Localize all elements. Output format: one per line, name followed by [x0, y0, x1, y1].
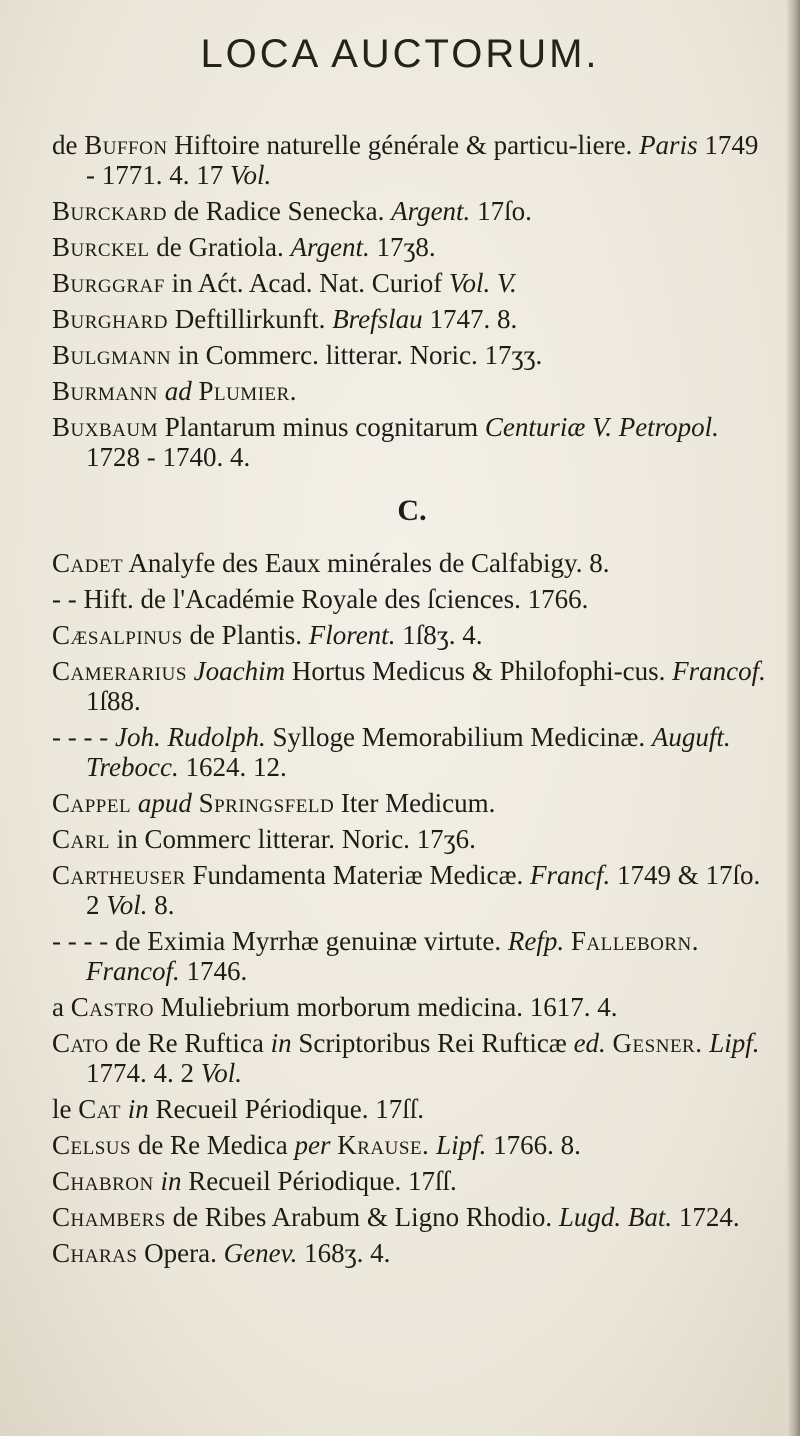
index-entry: [52, 412, 772, 472]
index-entry: [52, 656, 772, 716]
index-entry: [52, 1238, 772, 1268]
italic-text: Lipf.: [436, 1130, 487, 1160]
entry-text: 1749 - 1771. 4. 17: [86, 130, 759, 190]
page-edge-shadow: [786, 0, 800, 1436]
entry-text: 1749 & 17ſo. 2: [86, 860, 761, 920]
author-name: Cappel: [52, 788, 132, 818]
entry-text: [154, 1166, 161, 1196]
author-name: Castro: [70, 992, 155, 1022]
author-name: Falleborn.: [570, 926, 699, 956]
author-name: Celsus: [52, 1130, 132, 1160]
entry-text: - - - -: [52, 722, 115, 752]
entry-text: de: [52, 130, 85, 160]
running-head: LOCA AUCTORUM.: [200, 32, 600, 76]
entry-text: 17ʒ8.: [369, 232, 436, 262]
entry-text: Fundamenta Materiæ Medicæ.: [185, 860, 530, 890]
index-entry: [52, 860, 772, 920]
author-name: Bulgmann: [52, 340, 172, 370]
author-name: Burckel: [52, 232, 150, 262]
italic-text: Joh. Rudolph.: [114, 722, 266, 752]
entry-text: 1724.: [672, 1202, 740, 1232]
author-name: Krause.: [337, 1130, 430, 1160]
author-name: Chambers: [52, 1202, 166, 1232]
italic-text: Joachim: [193, 656, 286, 686]
index-entry: [52, 620, 772, 650]
italic-text: Argent.: [391, 196, 471, 226]
entry-text: Hiftoire naturelle générale & particu-liere.: [167, 130, 640, 160]
author-name: Cartheuser: [52, 860, 186, 890]
entry-text: de Ribes Arabum & Ligno Rhodio.: [165, 1202, 559, 1232]
index-entry: [52, 824, 772, 854]
entry-text: 1766. 8.: [486, 1130, 581, 1160]
index-entry: [52, 1028, 772, 1088]
italic-text: Vol.: [106, 890, 148, 920]
italic-text: Lipf.: [709, 1028, 760, 1058]
entry-text: 168ʒ. 4.: [297, 1238, 391, 1268]
author-name: Cæsalpinus: [52, 620, 183, 650]
index-entry: [52, 304, 772, 334]
entries-c-list: [52, 548, 772, 1268]
entry-text: Muliebrium morborum medicina. 1617. 4.: [154, 992, 618, 1022]
index-entry: [52, 584, 772, 614]
author-name: Camerarius: [52, 656, 187, 686]
italic-text: Genev.: [223, 1238, 298, 1268]
entry-text: 1774. 4. 2: [86, 1058, 201, 1088]
entry-text: - - - - de Eximia Myrrhæ genuinæ virtute.: [52, 926, 508, 956]
index-entries: [52, 130, 772, 1274]
index-entry: [52, 992, 772, 1022]
entry-text: 1746.: [179, 956, 248, 986]
italic-text: apud: [137, 788, 192, 818]
entry-text: in Aćt. Acad. Nat. Curiof: [164, 268, 450, 298]
entry-text: 8.: [147, 890, 175, 920]
author-name: Chabron: [52, 1166, 154, 1196]
index-entry: [52, 548, 772, 578]
author-name: Burmann: [52, 376, 158, 406]
entry-text: de Re Ruftica: [108, 1028, 271, 1058]
entry-text: [131, 788, 138, 818]
entry-text: [187, 656, 194, 686]
index-entry: [52, 376, 772, 406]
index-entry: [52, 130, 772, 190]
italic-text: Lugd. Bat.: [558, 1202, 673, 1232]
index-entry: [52, 722, 772, 782]
entry-text: Opera.: [137, 1238, 224, 1268]
index-entry: [52, 340, 772, 370]
index-entry: [52, 1094, 772, 1124]
entry-text: - - Hift. de l'Académie Royale des ſciences. 1766.: [52, 584, 589, 614]
author-name: Plumier.: [198, 376, 298, 406]
entry-text: [564, 926, 571, 956]
index-entry: [52, 196, 772, 226]
italic-text: in: [160, 1166, 182, 1196]
author-name: Burggraf: [52, 268, 165, 298]
entries-b-list: [52, 130, 772, 472]
italic-text: per: [294, 1130, 331, 1160]
italic-text: Auguft. Trebocc.: [86, 722, 731, 782]
italic-text: Argent.: [290, 232, 370, 262]
entry-text: Deftillirkunft.: [167, 304, 333, 334]
index-entry: [52, 232, 772, 262]
entry-text: Sylloge Memorabilium Medicinæ.: [265, 722, 652, 752]
entry-text: [192, 788, 199, 818]
italic-text: Vol. V.: [449, 268, 517, 298]
italic-text: Brefslau: [332, 304, 423, 334]
index-entry: [52, 1166, 772, 1196]
entry-text: 17ſo.: [470, 196, 532, 226]
entry-text: 1728 - 1740. 4.: [86, 442, 251, 472]
author-name: Cato: [52, 1028, 109, 1058]
italic-text: ed.: [573, 1028, 606, 1058]
index-entry: [52, 1130, 772, 1160]
entry-text: Scriptoribus Rei Rufticæ: [291, 1028, 574, 1058]
index-entry: [52, 926, 772, 986]
entry-text: de Plantis.: [182, 620, 309, 650]
author-name: Cat: [78, 1094, 121, 1124]
index-entry: [52, 788, 772, 818]
italic-text: Francf.: [529, 860, 611, 890]
entry-text: Analyfe des Eaux minérales de Calfabigy. 8.: [123, 548, 610, 578]
entry-text: [606, 1028, 613, 1058]
author-name: Burckard: [52, 196, 167, 226]
entry-text: de Re Medica: [131, 1130, 295, 1160]
italic-text: ad: [164, 376, 192, 406]
entry-text: [158, 376, 165, 406]
entry-text: de Radice Senecka.: [166, 196, 392, 226]
section-letter-c: C.: [397, 494, 427, 527]
entry-text: de Gratiola.: [149, 232, 291, 262]
author-name: Charas: [52, 1238, 138, 1268]
entry-text: Recueil Périodique. 17ſſ.: [181, 1166, 457, 1196]
entry-text: le: [52, 1094, 79, 1124]
entry-text: Plantarum minus cognitarum: [157, 412, 485, 442]
author-name: Burghard: [52, 304, 168, 334]
entry-text: 1ſ88.: [86, 686, 141, 716]
entry-text: 1747. 8.: [422, 304, 518, 334]
italic-text: Florent.: [308, 620, 396, 650]
entry-text: [121, 1094, 128, 1124]
entry-text: 1ſ8ʒ. 4.: [395, 620, 483, 650]
italic-text: Francof.: [672, 656, 766, 686]
entry-text: Recueil Périodique. 17ſſ.: [148, 1094, 424, 1124]
author-name: Springsfeld: [198, 788, 335, 818]
italic-text: Francof.: [86, 956, 180, 986]
entry-text: Iter Medicum.: [334, 788, 496, 818]
author-name: Carl: [52, 824, 111, 854]
italic-text: Vol.: [200, 1058, 243, 1088]
entry-text: 1624. 12.: [178, 752, 287, 782]
entry-text: in Commerc. litterar. Noric. 17ʒʒ.: [171, 340, 543, 370]
italic-text: Paris: [639, 130, 698, 160]
italic-text: Centuriæ V. Petropol.: [484, 412, 719, 442]
italic-text: Refp.: [507, 926, 565, 956]
author-name: Cadet: [52, 548, 124, 578]
italic-text: Vol.: [230, 160, 272, 190]
author-name: Buxbaum: [52, 412, 158, 442]
index-entry: [52, 1202, 772, 1232]
entry-text: in Commerc litterar. Noric. 17ʒ6.: [110, 824, 476, 854]
entry-text: Hortus Medicus & Philofophi-cus.: [285, 656, 673, 686]
entry-text: a: [52, 992, 71, 1022]
author-name: Gesner.: [612, 1028, 703, 1058]
italic-text: in: [270, 1028, 292, 1058]
index-entry: [52, 268, 772, 298]
italic-text: in: [127, 1094, 149, 1124]
author-name: Buffon: [84, 130, 168, 160]
